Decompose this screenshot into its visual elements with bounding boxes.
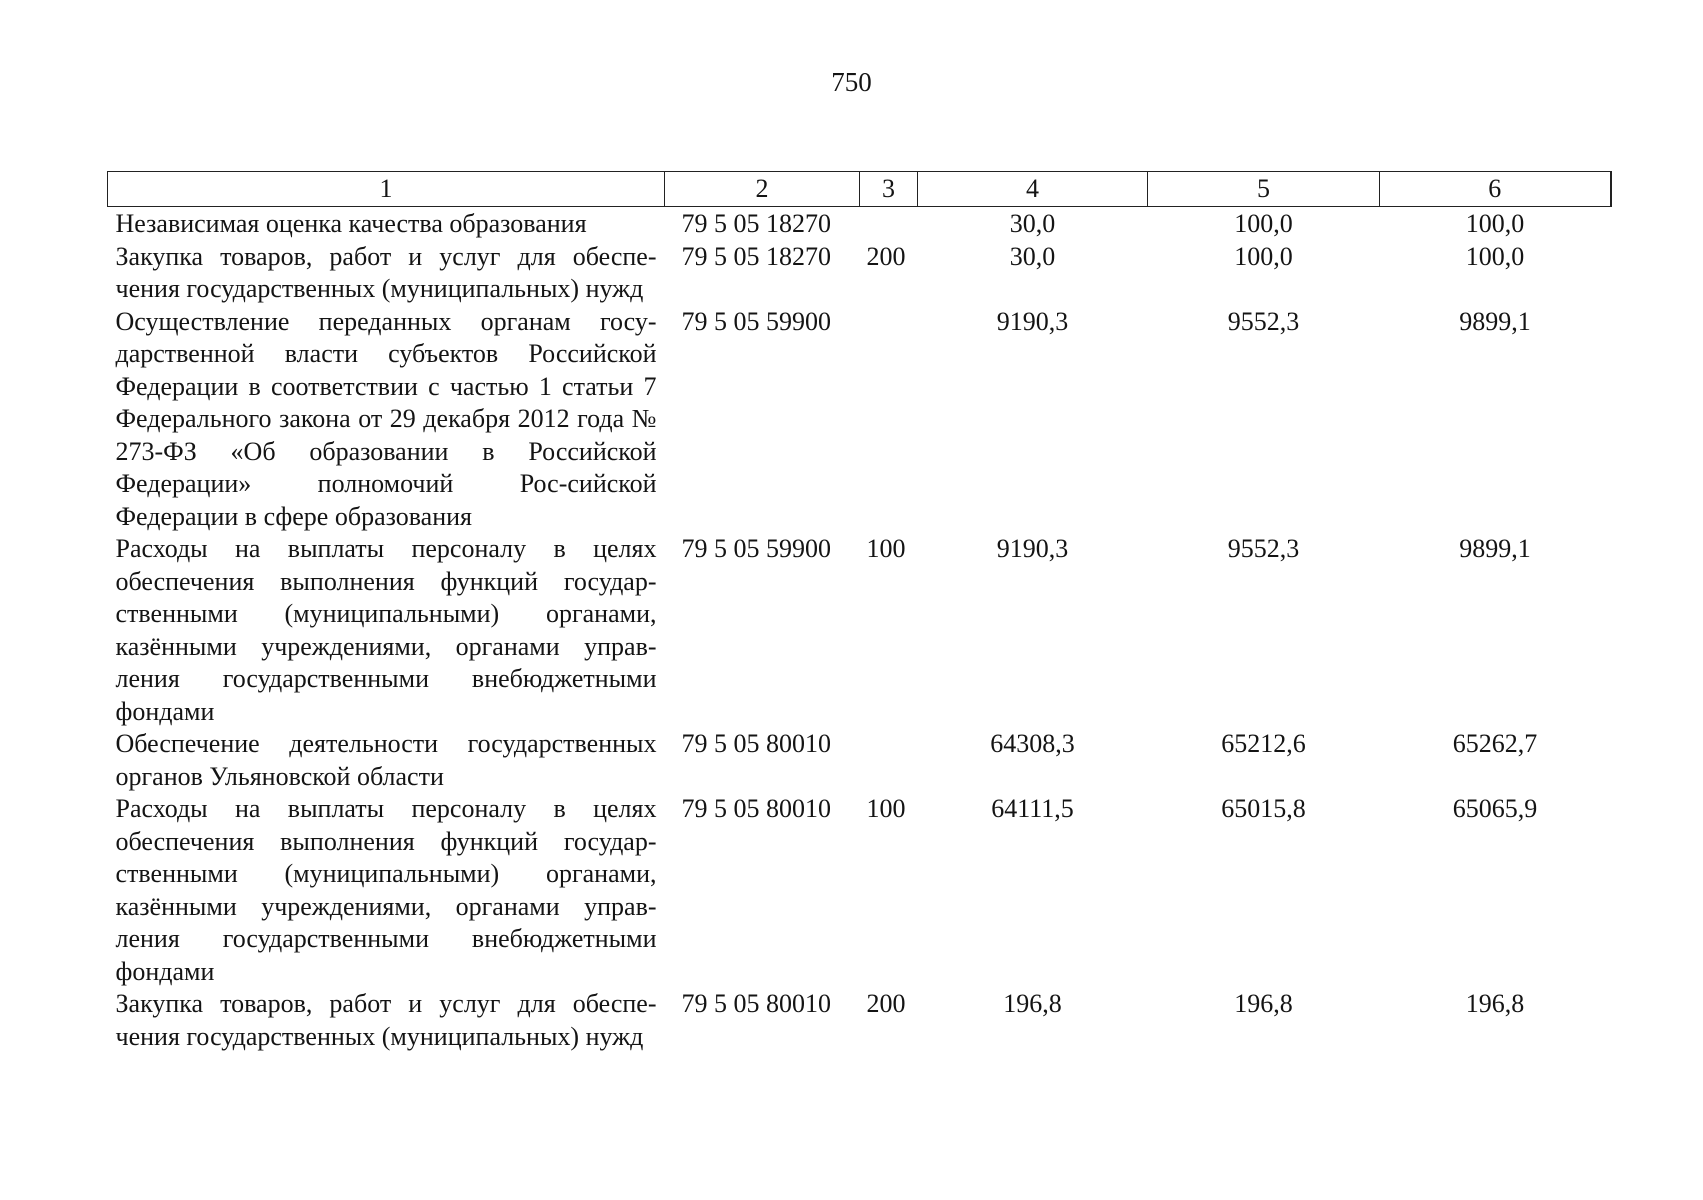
header-col-6: 6 (1380, 172, 1611, 207)
row-value-col4: 9190,3 (996, 306, 1069, 336)
header-col-5: 5 (1148, 172, 1380, 207)
row-code: 79 5 05 59900 (681, 534, 831, 563)
row-value-col6: 100,0 (1465, 209, 1525, 238)
row-name: Осуществление переданных органам госу-дарственной власти субъектов Российской Федерации в соответствии с частью 1 статьи 7 Федерального закона от 29 декабря 2012 года № 273-ФЗ «Об образовании в Российской Федерации» полномочий Рос-сийской Федерации в сфере образования (115, 306, 657, 531)
row-code: 79 5 05 80010 (681, 989, 831, 1018)
row-value-col5: 100,0 (1234, 241, 1293, 271)
row-code: 79 5 05 80010 (681, 729, 831, 758)
row-expense-type (860, 306, 918, 534)
row-name: Расходы на выплаты персоналу в целях обеспечения выполнения функций государ-ственными (муниципальными) органами, казёнными учреждениями, органами управ-ления государственными внебюджетными фондами (115, 794, 657, 986)
header-col-2: 2 (665, 172, 860, 207)
row-expense-type: 100 (866, 794, 906, 823)
budget-table (107, 171, 1612, 1053)
row-value-col5: 9552,3 (1227, 534, 1300, 563)
table-row (108, 241, 1611, 306)
row-code: 79 5 05 18270 (681, 209, 831, 238)
table-row (108, 306, 1611, 534)
row-value-col6: 9899,1 (1459, 306, 1531, 336)
row-expense-type (860, 207, 918, 241)
header-col-3: 3 (860, 172, 918, 207)
row-value-col6: 100,0 (1465, 241, 1525, 271)
table-row (108, 728, 1611, 793)
row-value-col6: 65262,7 (1452, 729, 1538, 758)
header-col-1: 1 (108, 172, 665, 207)
row-value-col5: 196,8 (1234, 989, 1293, 1018)
table-row (108, 988, 1611, 1053)
row-value-col5: 65015,8 (1221, 794, 1306, 823)
row-name: Обеспечение деятельности государственных органов Ульяновской области (115, 729, 657, 791)
row-name: Расходы на выплаты персоналу в целях обеспечения выполнения функций государ-ственными (муниципальными) органами, казёнными учреждениями, органами управ-ления государственными внебюджетными фондами (115, 534, 657, 726)
row-value-col4: 9190,3 (996, 534, 1069, 563)
budget-table-container (107, 171, 1610, 1053)
row-code: 79 5 05 18270 (681, 241, 831, 271)
row-value-col5: 65212,6 (1221, 729, 1306, 758)
row-expense-type: 100 (866, 534, 906, 563)
row-value-col6: 196,8 (1465, 989, 1525, 1018)
row-code: 79 5 05 59900 (681, 306, 831, 336)
row-value-col4: 30,0 (1009, 209, 1056, 238)
row-expense-type: 200 (866, 241, 906, 271)
table-header-row (108, 172, 1611, 207)
header-col-4: 4 (918, 172, 1148, 207)
row-name: Независимая оценка качества образования (115, 209, 587, 238)
page-number: 750 (831, 67, 872, 97)
row-code: 79 5 05 80010 (681, 794, 831, 823)
row-value-col4: 196,8 (1003, 989, 1062, 1018)
row-value-col4: 64111,5 (991, 794, 1074, 823)
row-value-col6: 9899,1 (1459, 534, 1531, 563)
row-value-col4: 30,0 (1009, 241, 1056, 271)
table-row (108, 533, 1611, 728)
row-value-col5: 9552,3 (1227, 306, 1300, 336)
table-row (108, 793, 1611, 988)
row-value-col6: 65065,9 (1452, 794, 1538, 823)
row-name: Закупка товаров, работ и услуг для обеспе-чения государственных (муниципальных) нужд (115, 241, 657, 303)
row-expense-type: 200 (866, 989, 906, 1018)
table-row (108, 207, 1611, 241)
row-value-col5: 100,0 (1234, 209, 1293, 238)
row-expense-type (860, 728, 918, 793)
row-name: Закупка товаров, работ и услуг для обеспе-чения государственных (муниципальных) нужд (115, 989, 657, 1051)
row-value-col4: 64308,3 (990, 729, 1075, 758)
